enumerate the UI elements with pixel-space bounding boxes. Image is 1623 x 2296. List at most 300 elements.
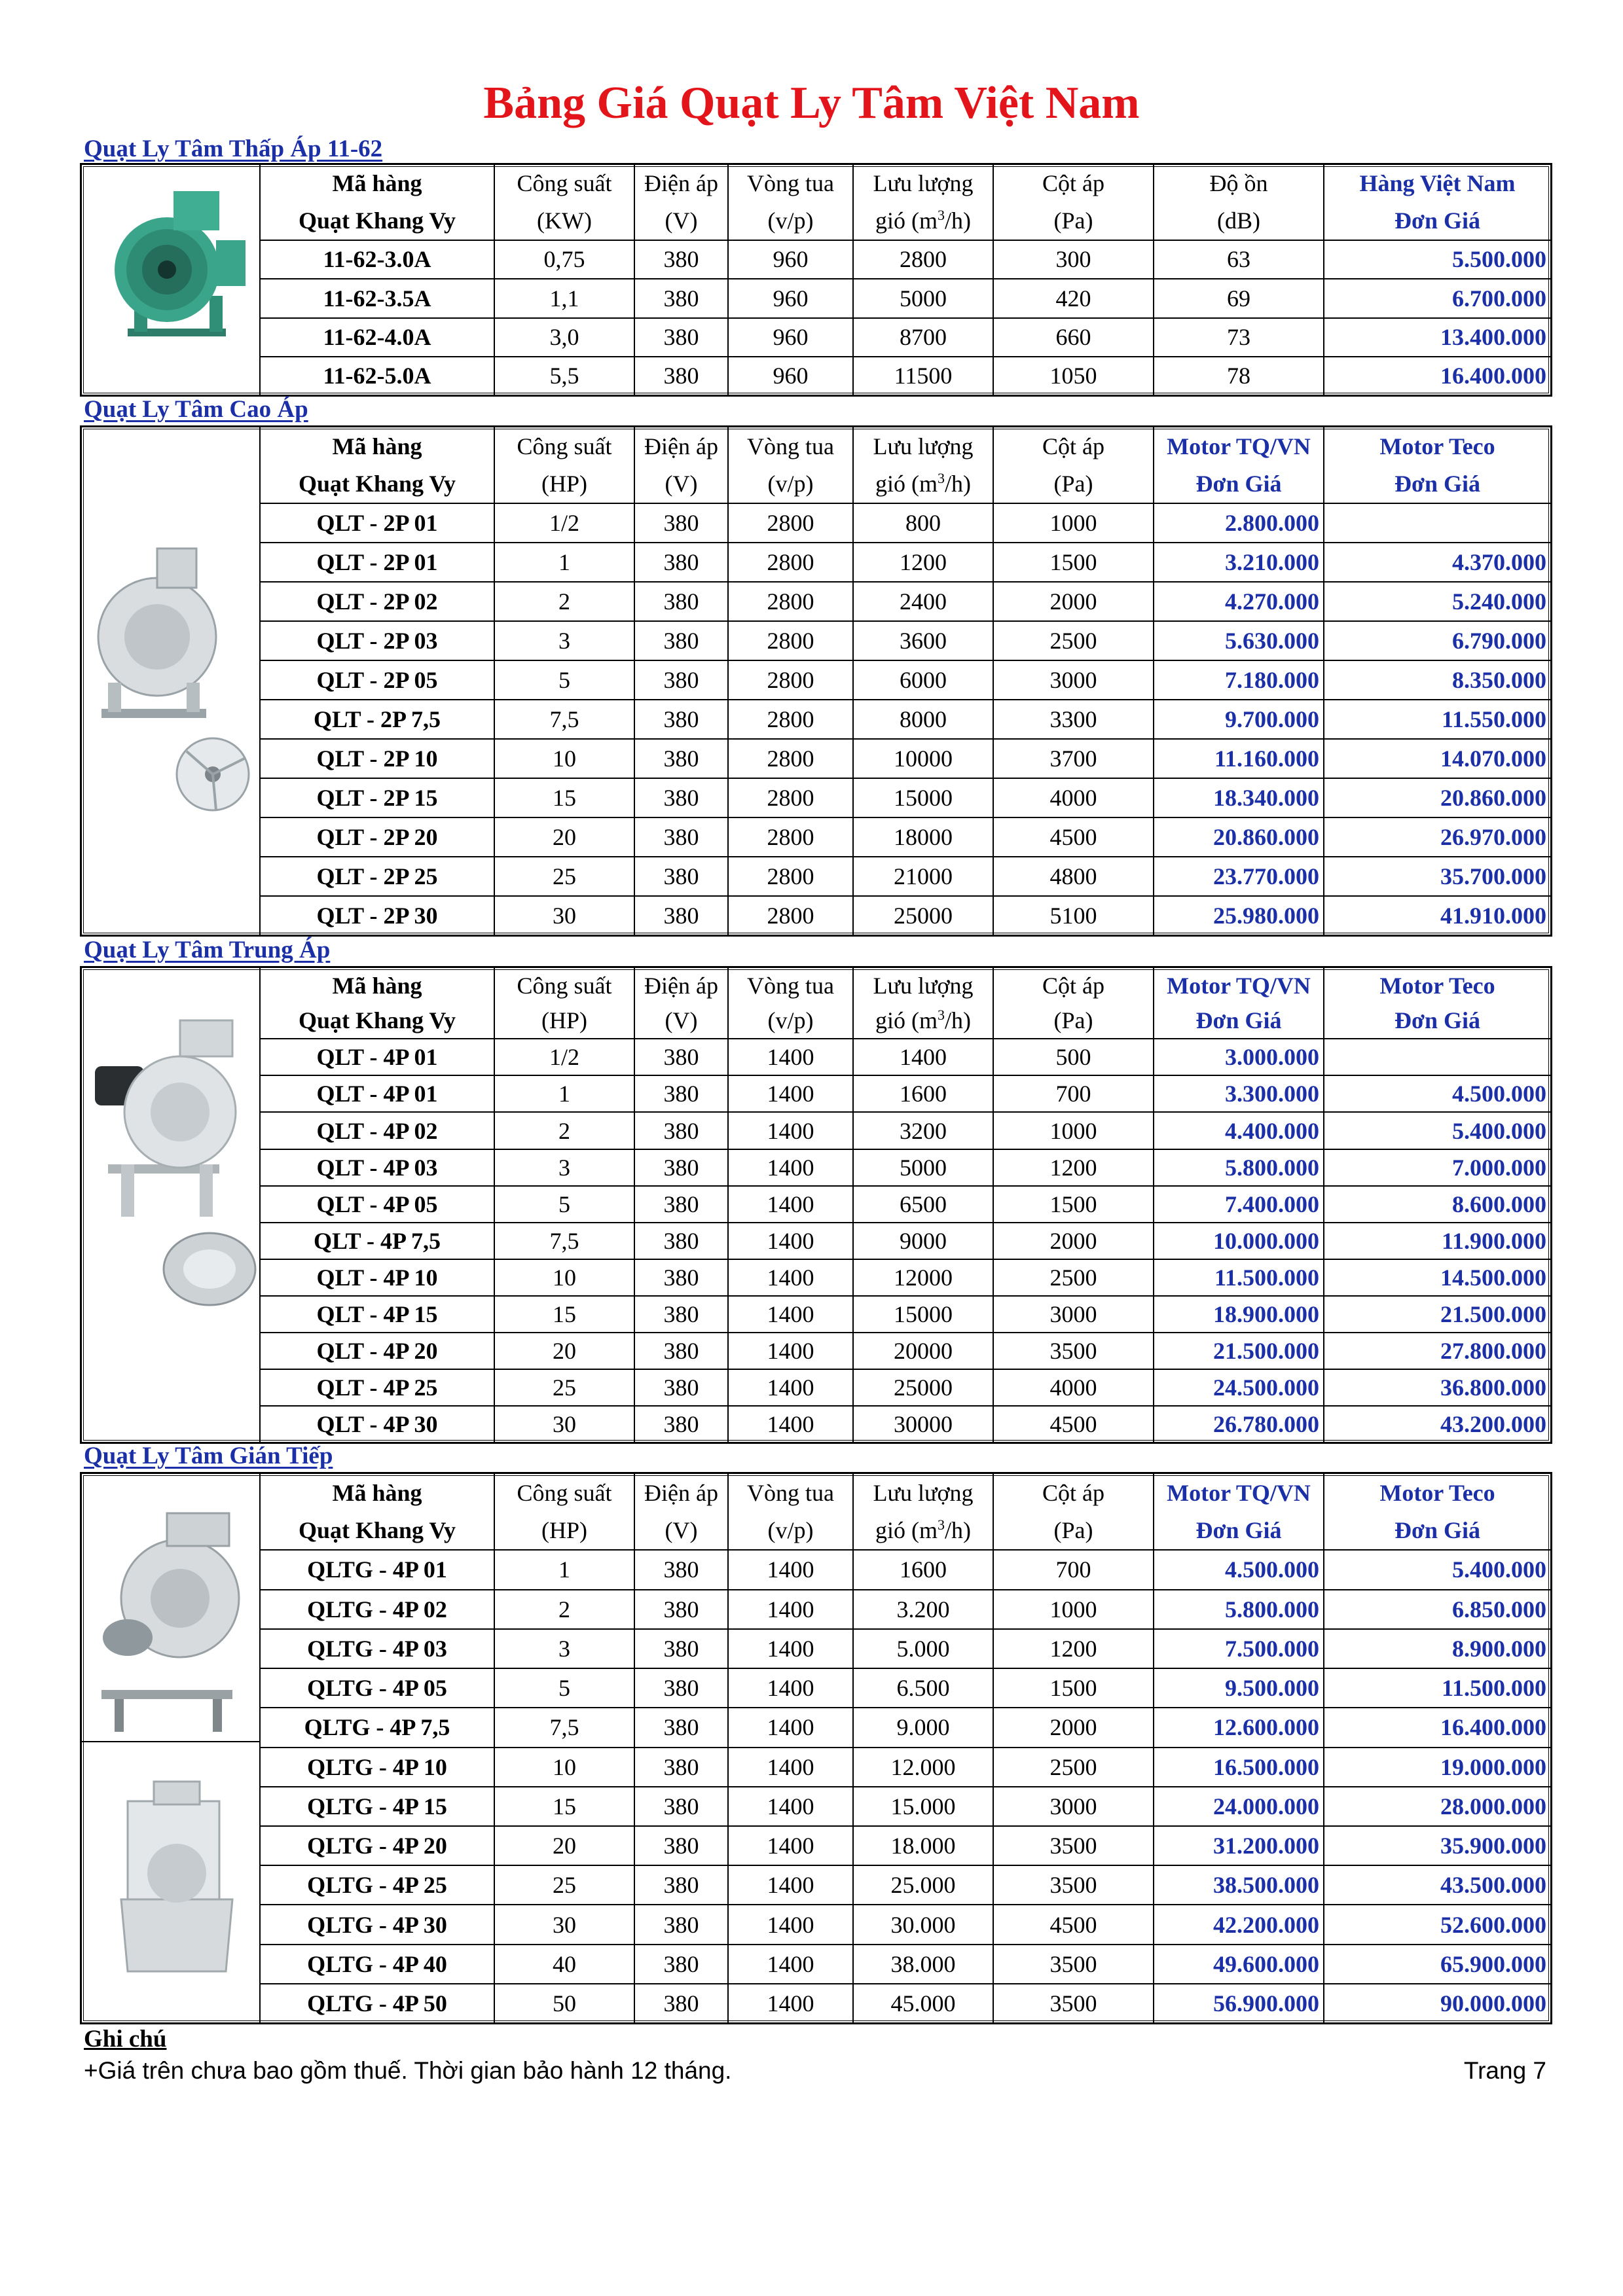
spec-value: 1400 bbox=[728, 1826, 853, 1865]
price: 23.770.000 bbox=[1154, 857, 1324, 896]
header-cot-ap-unit: (Pa) bbox=[993, 202, 1154, 240]
section-title-medium-pressure: Quạt Ly Tâm Trung Áp bbox=[84, 937, 331, 963]
spec-value: 5100 bbox=[993, 896, 1154, 935]
table-row bbox=[261, 543, 1550, 582]
spec-value: 8000 bbox=[853, 700, 993, 739]
spec-value: 3.200 bbox=[853, 1590, 993, 1629]
spec-value: 78 bbox=[1154, 357, 1324, 395]
spec-value: 7,5 bbox=[494, 1223, 634, 1259]
header-power-unit: (HP) bbox=[494, 1003, 634, 1039]
header-hang-vn: Hàng Việt Nam bbox=[1324, 165, 1550, 202]
spec-value: 1400 bbox=[728, 1075, 853, 1112]
spec-value: 20 bbox=[494, 817, 634, 857]
table-belt-driven bbox=[80, 1472, 1552, 2024]
spec-value: 25000 bbox=[853, 1369, 993, 1406]
spec-value: 1500 bbox=[993, 543, 1154, 582]
spec-value: 5,5 bbox=[494, 357, 634, 395]
spec-value: 380 bbox=[634, 1826, 728, 1865]
table-row bbox=[261, 357, 1550, 395]
product-code: QLT - 2P 01 bbox=[261, 503, 494, 543]
spec-value: 5 bbox=[494, 660, 634, 700]
price: 5.800.000 bbox=[1154, 1590, 1324, 1629]
price: 18.340.000 bbox=[1154, 778, 1324, 817]
product-code: QLT - 4P 05 bbox=[261, 1186, 494, 1223]
product-code: QLT - 2P 25 bbox=[261, 857, 494, 896]
spec-value: 380 bbox=[634, 660, 728, 700]
spec-value: 380 bbox=[634, 817, 728, 857]
header-vong-tua-unit: (v/p) bbox=[728, 465, 853, 503]
spec-value: 2000 bbox=[993, 1708, 1154, 1747]
table-row bbox=[261, 1369, 1550, 1406]
price: 14.500.000 bbox=[1324, 1259, 1550, 1296]
spec-value: 2800 bbox=[728, 857, 853, 896]
spec-value: 380 bbox=[634, 1905, 728, 1944]
table-row bbox=[261, 1406, 1550, 1442]
spec-value: 7,5 bbox=[494, 1708, 634, 1747]
spec-value: 45.000 bbox=[853, 1984, 993, 2022]
spec-value: 15000 bbox=[853, 778, 993, 817]
price: 35.900.000 bbox=[1324, 1826, 1550, 1865]
header-ma-hang: Mã hàng bbox=[332, 972, 422, 999]
price: 42.200.000 bbox=[1154, 1905, 1324, 1944]
product-code: QLT - 2P 15 bbox=[261, 778, 494, 817]
spec-value: 3,0 bbox=[494, 318, 634, 357]
spec-value: 30 bbox=[494, 1406, 634, 1442]
product-code: QLT - 4P 01 bbox=[261, 1075, 494, 1112]
price: 4.270.000 bbox=[1154, 582, 1324, 621]
spec-value: 380 bbox=[634, 1945, 728, 1984]
spec-value: 1400 bbox=[728, 1550, 853, 1589]
spec-value: 1000 bbox=[993, 1590, 1154, 1629]
spec-value: 15.000 bbox=[853, 1787, 993, 1826]
spec-value: 380 bbox=[634, 1748, 728, 1787]
spec-value: 1400 bbox=[728, 1945, 853, 1984]
price: 19.000.000 bbox=[1324, 1748, 1550, 1787]
spec-value: 3600 bbox=[853, 621, 993, 660]
product-code: QLT - 2P 30 bbox=[316, 903, 438, 929]
page-title: Bảng Giá Quạt Ly Tâm Việt Nam bbox=[483, 78, 1140, 128]
header-dien-ap: Điện áp bbox=[634, 1474, 728, 1512]
table-row bbox=[261, 1865, 1550, 1905]
product-code: QLTG - 4P 50 bbox=[307, 1990, 447, 2017]
spec-value: 1200 bbox=[853, 543, 993, 582]
section-title-high-pressure: Quạt Ly Tâm Cao Áp bbox=[84, 396, 308, 423]
spec-value: 3500 bbox=[993, 1333, 1154, 1369]
price: 7.500.000 bbox=[1154, 1629, 1324, 1668]
product-code: QLT - 4P 20 bbox=[261, 1333, 494, 1369]
product-code: QLT - 2P 10 bbox=[261, 739, 494, 778]
table-row bbox=[261, 817, 1550, 857]
price: 7.180.000 bbox=[1154, 660, 1324, 700]
header-don-gia: Đơn Giá bbox=[1154, 465, 1324, 503]
spec-value: 380 bbox=[634, 1259, 728, 1296]
header-vong-tua: Vòng tua bbox=[728, 968, 853, 1003]
table-row bbox=[261, 1075, 1550, 1112]
spec-value: 10000 bbox=[853, 739, 993, 778]
spec-value: 380 bbox=[634, 1629, 728, 1668]
spec-value: 1400 bbox=[728, 1629, 853, 1668]
spec-value: 38.000 bbox=[853, 1945, 993, 1984]
header-do-on-unit: (dB) bbox=[1154, 202, 1324, 240]
price bbox=[1324, 1039, 1550, 1075]
header-dien-ap-unit: (V) bbox=[634, 1512, 728, 1551]
spec-value: 380 bbox=[634, 700, 728, 739]
price: 52.600.000 bbox=[1324, 1905, 1550, 1944]
spec-value: 380 bbox=[634, 896, 728, 935]
price: 5.630.000 bbox=[1154, 621, 1324, 660]
spec-value: 2800 bbox=[728, 778, 853, 817]
spec-value: 380 bbox=[634, 1668, 728, 1708]
spec-value: 5 bbox=[494, 1186, 634, 1223]
header-luu-luong-unit: gió $(m^3/h)$ bbox=[853, 1512, 993, 1551]
header-power-unit: (KW) bbox=[494, 202, 634, 240]
header-dien-ap: Điện áp bbox=[634, 968, 728, 1003]
header-quat-khang-vy: Quạt Khang Vy bbox=[261, 1512, 494, 1551]
spec-value: 1 bbox=[494, 543, 634, 582]
spec-value: 6500 bbox=[853, 1186, 993, 1223]
spec-value: 380 bbox=[634, 1550, 728, 1589]
spec-value: 2400 bbox=[853, 582, 993, 621]
header-dien-ap: Điện áp bbox=[634, 427, 728, 465]
header-cot-ap-unit: (Pa) bbox=[993, 465, 1154, 503]
price: 4.500.000 bbox=[1154, 1550, 1324, 1589]
price: 14.070.000 bbox=[1324, 739, 1550, 778]
spec-value: 380 bbox=[634, 1075, 728, 1112]
product-code: QLT - 4P 03 bbox=[261, 1149, 494, 1186]
product-code: 11-62-5.0A bbox=[323, 363, 431, 389]
product-code: QLT - 2P 01 bbox=[261, 543, 494, 582]
spec-value: 500 bbox=[993, 1039, 1154, 1075]
spec-value: 1000 bbox=[993, 1112, 1154, 1149]
header-motor-teco: Motor Teco bbox=[1324, 427, 1550, 465]
spec-value: 8700 bbox=[853, 318, 993, 357]
table-row bbox=[261, 1748, 1550, 1787]
spec-value: 1400 bbox=[728, 1748, 853, 1787]
price: 24.000.000 bbox=[1154, 1787, 1324, 1826]
header-power-unit: (HP) bbox=[494, 465, 634, 503]
header-cong-suat: Công suất bbox=[494, 968, 634, 1003]
price: 16.400.000 bbox=[1324, 357, 1550, 395]
header-motor-tq: Motor TQ/VN bbox=[1154, 427, 1324, 465]
header-cot-ap-unit: (Pa) bbox=[993, 1512, 1154, 1551]
spec-value: 30000 bbox=[853, 1406, 993, 1442]
spec-value: 1400 bbox=[728, 1296, 853, 1333]
price: 5.400.000 bbox=[1324, 1550, 1550, 1589]
price: 3.000.000 bbox=[1154, 1039, 1324, 1075]
spec-value: 3000 bbox=[993, 1296, 1154, 1333]
spec-value: 10 bbox=[494, 1259, 634, 1296]
spec-value: 380 bbox=[634, 543, 728, 582]
spec-value: 5.000 bbox=[853, 1629, 993, 1668]
header-cong-suat: Công suất bbox=[494, 427, 634, 465]
spec-value: 3500 bbox=[993, 1865, 1154, 1905]
price: 20.860.000 bbox=[1324, 778, 1550, 817]
spec-value: 9000 bbox=[853, 1223, 993, 1259]
spec-value: 7,5 bbox=[494, 700, 634, 739]
table-row bbox=[261, 1112, 1550, 1149]
table-row bbox=[261, 318, 1550, 357]
product-code: QLT - 4P 10 bbox=[261, 1259, 494, 1296]
product-image-cell bbox=[82, 1474, 261, 2022]
price: 25.980.000 bbox=[1154, 896, 1324, 935]
spec-value: 30.000 bbox=[853, 1905, 993, 1944]
header-don-gia: Đơn Giá bbox=[1154, 1003, 1324, 1039]
spec-value: 380 bbox=[634, 857, 728, 896]
table-row bbox=[261, 240, 1550, 279]
product-code: QLT - 4P 15 bbox=[261, 1296, 494, 1333]
spec-value: 380 bbox=[634, 1186, 728, 1223]
table-row bbox=[261, 1149, 1550, 1186]
product-code: QLT - 2P 03 bbox=[261, 621, 494, 660]
spec-value: 25 bbox=[494, 1865, 634, 1905]
table-high-pressure bbox=[80, 425, 1552, 937]
spec-value: 25000 bbox=[853, 896, 993, 935]
spec-value: 3500 bbox=[993, 1984, 1154, 2022]
header-quat-khang-vy: Quạt Khang Vy bbox=[261, 465, 494, 503]
header-cot-ap: Cột áp bbox=[993, 968, 1154, 1003]
table-medium-pressure bbox=[80, 966, 1552, 1444]
spec-value: 1400 bbox=[728, 1112, 853, 1149]
spec-value: 1400 bbox=[728, 1590, 853, 1629]
price: 38.500.000 bbox=[1154, 1865, 1324, 1905]
spec-value: 2500 bbox=[993, 1748, 1154, 1787]
spec-value: 380 bbox=[634, 1296, 728, 1333]
header-luu-luong-unit: gió $(m^3/h)$ bbox=[853, 202, 993, 240]
spec-value: 960 bbox=[728, 357, 853, 395]
header-don-gia: Đơn Giá bbox=[1324, 465, 1550, 503]
spec-value: 960 bbox=[728, 318, 853, 357]
product-code: QLTG - 4P 03 bbox=[261, 1629, 494, 1668]
header-don-gia: Đơn Giá bbox=[1324, 1512, 1550, 1551]
spec-value: 3 bbox=[494, 1149, 634, 1186]
header-don-gia: Đơn Giá bbox=[1154, 1512, 1324, 1551]
price: 43.200.000 bbox=[1324, 1406, 1550, 1442]
product-code: QLT - 4P 02 bbox=[261, 1112, 494, 1149]
spec-value: 18000 bbox=[853, 817, 993, 857]
spec-value: 2 bbox=[494, 1112, 634, 1149]
price: 7.000.000 bbox=[1324, 1149, 1550, 1186]
product-code: QLTG - 4P 10 bbox=[261, 1748, 494, 1787]
header-dien-ap-unit: (V) bbox=[634, 1003, 728, 1039]
spec-value: 2500 bbox=[993, 621, 1154, 660]
table-row bbox=[261, 857, 1550, 896]
table-row bbox=[261, 1333, 1550, 1369]
centrifugal-fan-icon bbox=[82, 165, 261, 395]
header-cot-ap: Cột áp bbox=[993, 427, 1154, 465]
product-code: QLT - 2P 7,5 bbox=[261, 700, 494, 739]
spec-value: 20 bbox=[494, 1826, 634, 1865]
table-low-pressure bbox=[80, 163, 1552, 397]
spec-value: 380 bbox=[634, 739, 728, 778]
spec-value: 1400 bbox=[728, 1039, 853, 1075]
spec-value: 420 bbox=[993, 279, 1154, 317]
price: 8.600.000 bbox=[1324, 1186, 1550, 1223]
table-row bbox=[261, 621, 1550, 660]
price: 5.500.000 bbox=[1324, 240, 1550, 279]
price: 6.700.000 bbox=[1324, 279, 1550, 317]
spec-value: 1600 bbox=[853, 1075, 993, 1112]
header-vong-tua-unit: (v/p) bbox=[728, 202, 853, 240]
spec-value: 1050 bbox=[993, 357, 1154, 395]
product-code: QLTG - 4P 01 bbox=[261, 1550, 494, 1589]
spec-value: 380 bbox=[634, 1406, 728, 1442]
header-ma-hang: Mã hàng bbox=[332, 170, 422, 197]
spec-value: 11500 bbox=[853, 357, 993, 395]
spec-value: 73 bbox=[1154, 318, 1324, 357]
spec-value: 2800 bbox=[728, 817, 853, 857]
spec-value: 20 bbox=[494, 1333, 634, 1369]
header-luu-luong-unit: gió $(m^3/h)$ bbox=[853, 465, 993, 503]
spec-value: 3000 bbox=[993, 660, 1154, 700]
price: 11.550.000 bbox=[1324, 700, 1550, 739]
price: 11.160.000 bbox=[1154, 739, 1324, 778]
product-code: QLT - 4P 7,5 bbox=[261, 1223, 494, 1259]
spec-value: 1000 bbox=[993, 503, 1154, 543]
table-row bbox=[261, 1039, 1550, 1075]
spec-value: 1400 bbox=[728, 1984, 853, 2022]
medium-pressure-fan-icon bbox=[82, 968, 261, 1442]
header-do-on: Độ ồn bbox=[1154, 165, 1324, 202]
spec-value: 6.500 bbox=[853, 1668, 993, 1708]
price: 49.600.000 bbox=[1154, 1945, 1324, 1984]
product-image-cell bbox=[82, 165, 261, 395]
spec-value: 4800 bbox=[993, 857, 1154, 896]
price: 20.860.000 bbox=[1154, 817, 1324, 857]
price: 6.850.000 bbox=[1324, 1590, 1550, 1629]
table-row bbox=[261, 896, 1550, 935]
spec-value: 30 bbox=[494, 896, 634, 935]
spec-value: 3 bbox=[494, 621, 634, 660]
table-row bbox=[261, 1787, 1550, 1826]
spec-value: 1/2 bbox=[494, 1039, 634, 1075]
spec-value: 1400 bbox=[728, 1333, 853, 1369]
price: 5.400.000 bbox=[1324, 1112, 1550, 1149]
spec-value: 2800 bbox=[728, 621, 853, 660]
product-code: QLTG - 4P 25 bbox=[261, 1865, 494, 1905]
price: 90.000.000 bbox=[1324, 1984, 1550, 2022]
header-motor-teco: Motor Teco bbox=[1324, 968, 1550, 1003]
spec-value: 1400 bbox=[728, 1668, 853, 1708]
section-title-low-pressure: Quạt Ly Tâm Thấp Áp 11-62 bbox=[84, 135, 383, 162]
page-number: Trang 7 bbox=[1463, 2057, 1546, 2084]
spec-value: 800 bbox=[853, 503, 993, 543]
table-row bbox=[261, 1296, 1550, 1333]
spec-value: 1500 bbox=[993, 1668, 1154, 1708]
price: 21.500.000 bbox=[1154, 1333, 1324, 1369]
price: 35.700.000 bbox=[1324, 857, 1550, 896]
spec-value: 3200 bbox=[853, 1112, 993, 1149]
spec-value: 4500 bbox=[993, 817, 1154, 857]
spec-value: 1400 bbox=[853, 1039, 993, 1075]
product-code: QLTG - 4P 02 bbox=[261, 1590, 494, 1629]
spec-value: 380 bbox=[634, 503, 728, 543]
product-code: 11-62-4.0A bbox=[261, 318, 494, 357]
spec-value: 4000 bbox=[993, 778, 1154, 817]
price: 31.200.000 bbox=[1154, 1826, 1324, 1865]
price: 43.500.000 bbox=[1324, 1865, 1550, 1905]
price: 41.910.000 bbox=[1324, 896, 1550, 935]
product-code: QLT - 4P 30 bbox=[316, 1411, 438, 1438]
price: 5.800.000 bbox=[1154, 1149, 1324, 1186]
header-luu-luong: Lưu lượng bbox=[853, 427, 993, 465]
header-quat-khang-vy: Quạt Khang Vy bbox=[261, 202, 494, 240]
spec-value: 380 bbox=[634, 1333, 728, 1369]
spec-value: 3500 bbox=[993, 1945, 1154, 1984]
price: 16.400.000 bbox=[1324, 1708, 1550, 1747]
table-row bbox=[261, 1259, 1550, 1296]
header-cot-ap-unit: (Pa) bbox=[993, 1003, 1154, 1039]
header-motor-tq: Motor TQ/VN bbox=[1154, 1474, 1324, 1512]
spec-value: 2800 bbox=[728, 660, 853, 700]
product-code: QLTG - 4P 30 bbox=[261, 1905, 494, 1944]
spec-value: 1200 bbox=[993, 1149, 1154, 1186]
spec-value: 2800 bbox=[728, 582, 853, 621]
spec-value: 2800 bbox=[728, 503, 853, 543]
spec-value: 380 bbox=[634, 240, 728, 279]
price-table bbox=[261, 165, 1550, 395]
spec-value: 700 bbox=[993, 1075, 1154, 1112]
spec-value: 380 bbox=[634, 1708, 728, 1747]
spec-value: 4500 bbox=[993, 1406, 1154, 1442]
table-row bbox=[261, 778, 1550, 817]
product-code: QLTG - 4P 05 bbox=[261, 1668, 494, 1708]
header-dien-ap-unit: (V) bbox=[634, 465, 728, 503]
price: 24.500.000 bbox=[1154, 1369, 1324, 1406]
product-code: QLTG - 4P 15 bbox=[261, 1787, 494, 1826]
spec-value: 15000 bbox=[853, 1296, 993, 1333]
price: 6.790.000 bbox=[1324, 621, 1550, 660]
price: 9.700.000 bbox=[1154, 700, 1324, 739]
spec-value: 5000 bbox=[853, 279, 993, 317]
price: 28.000.000 bbox=[1324, 1787, 1550, 1826]
price: 16.500.000 bbox=[1154, 1748, 1324, 1787]
price: 12.600.000 bbox=[1154, 1708, 1324, 1747]
spec-value: 50 bbox=[494, 1984, 634, 2022]
spec-value: 380 bbox=[634, 1369, 728, 1406]
spec-value: 1400 bbox=[728, 1186, 853, 1223]
price: 5.240.000 bbox=[1324, 582, 1550, 621]
header-vong-tua: Vòng tua bbox=[728, 427, 853, 465]
spec-value: 1500 bbox=[993, 1186, 1154, 1223]
table-row bbox=[261, 660, 1550, 700]
spec-value: 380 bbox=[634, 582, 728, 621]
price-table bbox=[261, 427, 1550, 935]
spec-value: 25.000 bbox=[853, 1865, 993, 1905]
table-row bbox=[261, 1708, 1550, 1747]
table-row bbox=[261, 503, 1550, 543]
price: 11.500.000 bbox=[1154, 1259, 1324, 1296]
header-dien-ap-unit: (V) bbox=[634, 202, 728, 240]
spec-value: 2 bbox=[494, 582, 634, 621]
price: 9.500.000 bbox=[1154, 1668, 1324, 1708]
spec-value: 5000 bbox=[853, 1149, 993, 1186]
price: 8.900.000 bbox=[1324, 1629, 1550, 1668]
header-vong-tua: Vòng tua bbox=[728, 165, 853, 202]
product-code: 11-62-3.5A bbox=[261, 279, 494, 317]
spec-value: 380 bbox=[634, 621, 728, 660]
spec-value: 15 bbox=[494, 778, 634, 817]
price: 4.370.000 bbox=[1324, 543, 1550, 582]
spec-value: 10 bbox=[494, 739, 634, 778]
spec-value: 300 bbox=[993, 240, 1154, 279]
spec-value: 2 bbox=[494, 1590, 634, 1629]
spec-value: 380 bbox=[634, 1149, 728, 1186]
header-cong-suat: Công suất bbox=[494, 165, 634, 202]
spec-value: 1/2 bbox=[494, 503, 634, 543]
spec-value: 380 bbox=[634, 778, 728, 817]
spec-value: 1400 bbox=[728, 1259, 853, 1296]
spec-value: 1200 bbox=[993, 1629, 1154, 1668]
